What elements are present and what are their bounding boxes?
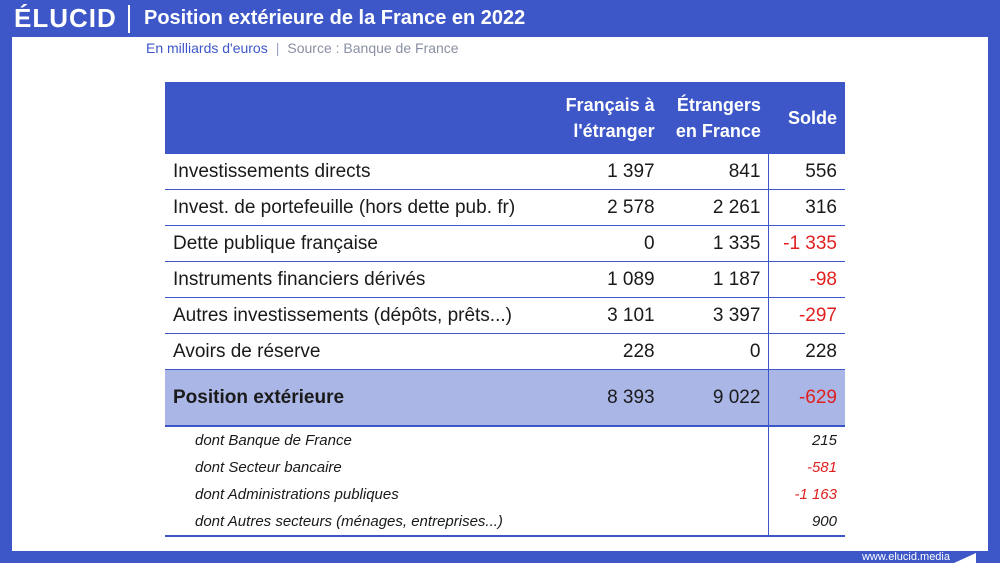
header-cell-label (165, 82, 557, 154)
website-label: www.elucid.media (861, 551, 950, 563)
header-fr-abroad-line2: l'étranger (573, 121, 655, 141)
header-solde-text: Solde (787, 108, 837, 128)
row-label: Dette publique française (165, 226, 557, 262)
cell-foreign-in-fr: 0 (663, 334, 769, 370)
data-table (165, 82, 845, 537)
row-label: Instruments financiers dérivés (165, 262, 557, 298)
cell-solde: 228 (769, 334, 845, 370)
table-row (165, 298, 845, 334)
cell-solde: -297 (769, 298, 845, 334)
breakdown-solde: -1 163 (769, 481, 845, 508)
cell-solde: 556 (769, 154, 845, 190)
total-label: Position extérieure (165, 370, 557, 427)
header-cell-foreign-in-fr (663, 82, 769, 154)
table-row (165, 190, 845, 226)
table-row (165, 262, 845, 298)
total-fr-abroad: 8 393 (557, 370, 663, 427)
row-label: Investissements directs (165, 154, 557, 190)
breakdown-label: dont Banque de France (195, 432, 352, 449)
table-row (165, 154, 845, 190)
footer (862, 551, 976, 563)
header-cell-solde (769, 82, 845, 154)
brand-mark-icon (954, 551, 976, 563)
data-table-wrapper (165, 82, 845, 537)
cell-fr-abroad: 3 101 (557, 298, 663, 334)
breakdown-solde: 215 (769, 426, 845, 454)
header-fr-abroad-line1: Français à (565, 95, 655, 115)
unit-label: En milliards d'euros (146, 40, 268, 56)
cell-foreign-in-fr: 3 397 (663, 298, 769, 334)
table-row (165, 334, 845, 370)
cell-fr-abroad: 228 (557, 334, 663, 370)
cell-foreign-in-fr: 841 (663, 154, 769, 190)
table-body (165, 154, 845, 536)
cell-fr-abroad: 1 397 (557, 154, 663, 190)
cell-solde: -1 335 (769, 226, 845, 262)
cell-solde: 316 (769, 190, 845, 226)
total-foreign-in-fr: 9 022 (663, 370, 769, 427)
breakdown-label: dont Secteur bancaire (195, 459, 342, 476)
page-title: Position extérieure de la France en 2022 (144, 7, 526, 29)
subtitle-separator: | (275, 40, 280, 56)
subtitle (146, 40, 459, 56)
breakdown-row (165, 426, 845, 454)
table-header-row (165, 82, 845, 154)
breakdown-row (165, 454, 845, 481)
breakdown-solde: 900 (769, 508, 845, 536)
cell-solde: -98 (769, 262, 845, 298)
header-foreign-line2: en France (675, 121, 761, 141)
header-cell-fr-abroad (557, 82, 663, 154)
breakdown-label: dont Administrations publiques (195, 486, 399, 503)
elucid-logo: ÉLUCID (14, 3, 117, 33)
cell-fr-abroad: 0 (557, 226, 663, 262)
breakdown-label: dont Autres secteurs (ménages, entreprises...) (165, 508, 769, 536)
breakdown-row (165, 481, 845, 508)
header-bar (0, 0, 1000, 37)
header-foreign-line1: Étrangers (676, 95, 761, 115)
cell-foreign-in-fr: 1 187 (663, 262, 769, 298)
breakdown-solde: -581 (769, 454, 845, 481)
row-label: Avoirs de réserve (165, 334, 557, 370)
breakdown-row (165, 508, 845, 536)
row-label: Invest. de portefeuille (hors dette pub. fr) (165, 190, 557, 226)
cell-foreign-in-fr: 1 335 (663, 226, 769, 262)
cell-fr-abroad: 1 089 (557, 262, 663, 298)
table-row (165, 226, 845, 262)
cell-foreign-in-fr: 2 261 (663, 190, 769, 226)
total-row (165, 370, 845, 427)
cell-fr-abroad: 2 578 (557, 190, 663, 226)
header-divider (128, 5, 130, 33)
row-label: Autres investissements (dépôts, prêts...) (165, 298, 557, 334)
source-label: Source : Banque de France (287, 40, 459, 56)
total-solde: -629 (769, 370, 845, 427)
